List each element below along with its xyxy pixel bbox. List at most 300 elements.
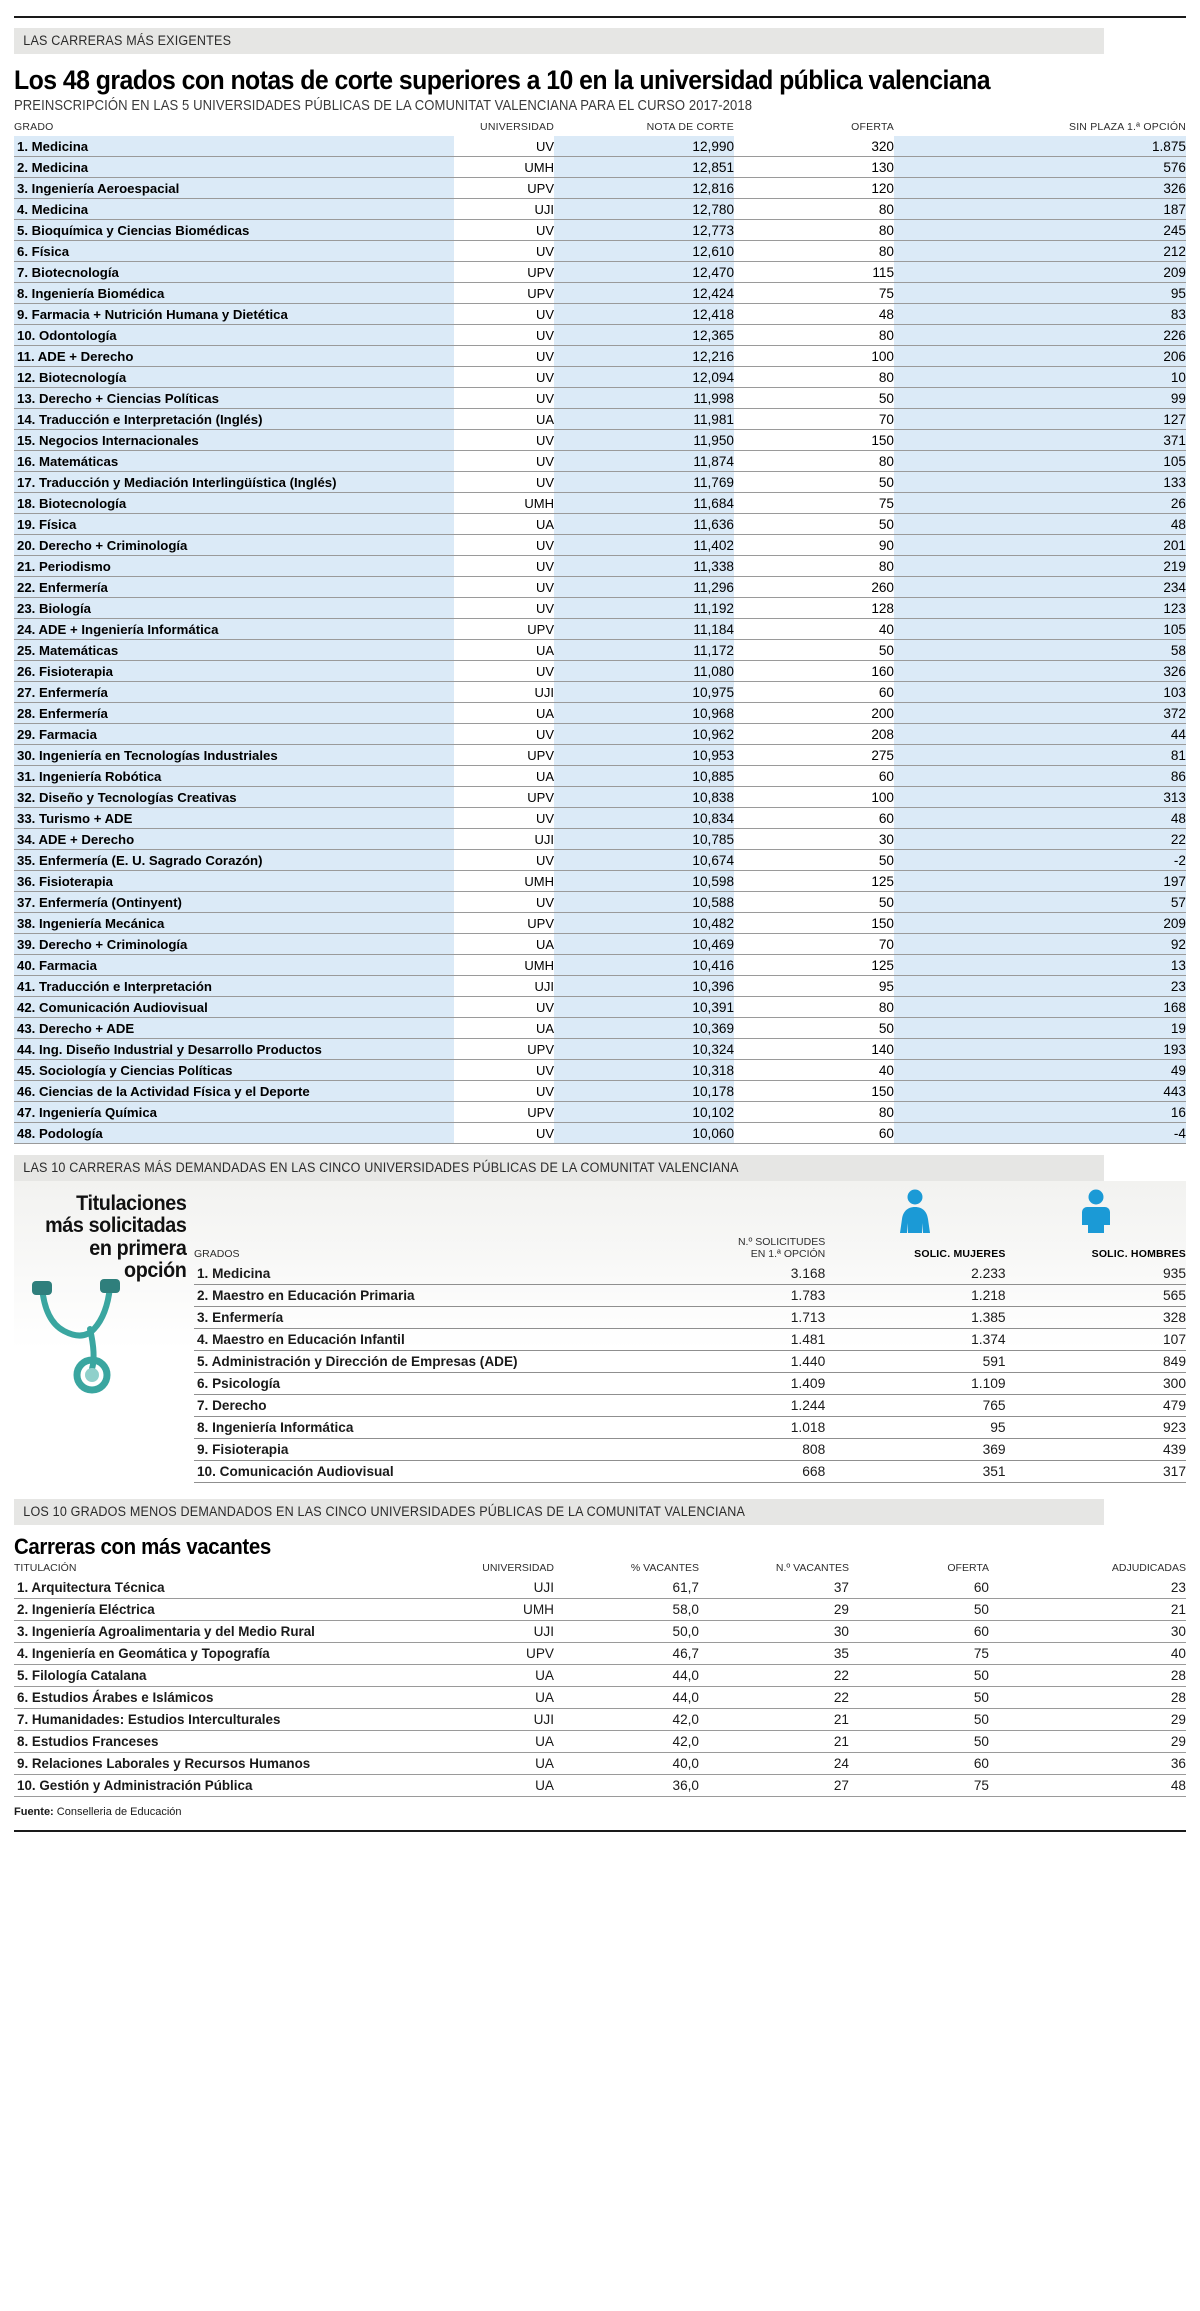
col-header-universidad: UNIVERSIDAD — [480, 121, 554, 133]
cell-num-vacantes: 22 — [699, 1687, 849, 1709]
cell-solic-mujeres: 765 — [825, 1395, 1005, 1417]
cell-universidad: UJI — [424, 1577, 554, 1599]
cell-sin-plaza: 234 — [894, 577, 1186, 598]
cell-oferta: 128 — [734, 598, 894, 619]
cell-grado: 29. Farmacia — [14, 724, 454, 745]
table-row — [14, 241, 1186, 262]
table-row — [14, 430, 1186, 451]
cell-pct-vacantes: 50,0 — [554, 1621, 699, 1643]
cell-grado: 9. Farmacia + Nutrición Humana y Dietética — [14, 304, 454, 325]
table-row — [14, 598, 1186, 619]
cell-solicitudes: 3.168 — [625, 1263, 825, 1285]
cell-universidad: UV — [454, 367, 554, 388]
cell-nota-corte: 10,324 — [554, 1039, 734, 1060]
cell-oferta: 115 — [734, 262, 894, 283]
cell-universidad: UPV — [454, 619, 554, 640]
cell-universidad: UA — [424, 1665, 554, 1687]
stethoscope-icon — [24, 1275, 174, 1400]
cell-grado: 48. Podología — [14, 1123, 454, 1144]
cell-sin-plaza: 245 — [894, 220, 1186, 241]
table-row — [14, 1018, 1186, 1039]
cell-grado: 25. Matemáticas — [14, 640, 454, 661]
cell-solic-hombres: 923 — [1006, 1417, 1186, 1439]
kicker-band-1: LAS CARRERAS MÁS EXIGENTES — [14, 28, 1104, 54]
table-row — [194, 1263, 1186, 1285]
cell-oferta: 125 — [734, 955, 894, 976]
source-value: Conselleria de Educación — [53, 1806, 182, 1818]
cell-universidad: UA — [424, 1687, 554, 1709]
cell-oferta: 75 — [849, 1643, 989, 1665]
cell-grado: 28. Enfermería — [14, 703, 454, 724]
cell-universidad: UV — [454, 598, 554, 619]
table-row — [14, 556, 1186, 577]
col-header-nota-corte: NOTA DE CORTE — [646, 121, 734, 133]
cell-universidad: UV — [454, 535, 554, 556]
cell-sin-plaza: 10 — [894, 367, 1186, 388]
section-most-demanded — [14, 1155, 1186, 1487]
cell-sin-plaza: 49 — [894, 1060, 1186, 1081]
table-row — [14, 535, 1186, 556]
cell-nota-corte: 12,773 — [554, 220, 734, 241]
cell-oferta: 160 — [734, 661, 894, 682]
table-row — [14, 577, 1186, 598]
col-header-grado: GRADO — [14, 121, 54, 133]
table-row — [14, 1731, 1186, 1753]
cell-oferta: 50 — [849, 1709, 989, 1731]
cell-solicitudes: 808 — [625, 1439, 825, 1461]
cell-sin-plaza: 23 — [894, 976, 1186, 997]
cell-num-vacantes: 35 — [699, 1643, 849, 1665]
cell-grado: 2. Medicina — [14, 157, 454, 178]
cell-sin-plaza: 16 — [894, 1102, 1186, 1123]
cell-solic-hombres: 300 — [1006, 1373, 1186, 1395]
table-row — [14, 1753, 1186, 1775]
cell-sin-plaza: 219 — [894, 556, 1186, 577]
cell-nota-corte: 10,785 — [554, 829, 734, 850]
cell-universidad: UA — [454, 703, 554, 724]
table-row — [14, 913, 1186, 934]
page-title: Los 48 grados con notas de corte superiores a 10 en la universidad pública valenciana — [14, 65, 991, 95]
cell-solic-hombres: 935 — [1006, 1263, 1186, 1285]
table-row — [14, 283, 1186, 304]
cell-universidad: UJI — [454, 829, 554, 850]
cell-adjudicadas: 48 — [989, 1775, 1186, 1797]
cell-grado: 45. Sociología y Ciencias Políticas — [14, 1060, 454, 1081]
col-header-solicitudes-line1: N.º SOLICITUDES — [737, 1236, 826, 1248]
cell-pct-vacantes: 36,0 — [554, 1775, 699, 1797]
cell-grado: 7. Derecho — [194, 1395, 625, 1417]
cell-sin-plaza: 209 — [894, 262, 1186, 283]
table-row — [194, 1351, 1186, 1373]
cell-nota-corte: 12,851 — [554, 157, 734, 178]
cell-nota-corte: 10,674 — [554, 850, 734, 871]
cell-oferta: 80 — [734, 1102, 894, 1123]
cell-universidad: UV — [454, 220, 554, 241]
cell-titulacion: 2. Ingeniería Eléctrica — [14, 1599, 424, 1621]
cell-sin-plaza: 133 — [894, 472, 1186, 493]
cell-universidad: UV — [454, 241, 554, 262]
cell-oferta: 100 — [734, 346, 894, 367]
table-row — [14, 850, 1186, 871]
cell-oferta: 40 — [734, 619, 894, 640]
cell-grado: 17. Traducción y Mediación Interlingüística (Inglés) — [14, 472, 454, 493]
table-row — [14, 1775, 1186, 1797]
cell-nota-corte: 11,950 — [554, 430, 734, 451]
cell-sin-plaza: 443 — [894, 1081, 1186, 1102]
table-row — [14, 976, 1186, 997]
cell-oferta: 150 — [734, 1081, 894, 1102]
section-least-demanded — [14, 1499, 1186, 1797]
cell-nota-corte: 10,834 — [554, 808, 734, 829]
table-row — [14, 934, 1186, 955]
table2-icon-row — [194, 1189, 1186, 1236]
cell-adjudicadas: 40 — [989, 1643, 1186, 1665]
table-row — [194, 1329, 1186, 1351]
cell-grado: 4. Maestro en Educación Infantil — [194, 1329, 625, 1351]
cell-titulacion: 3. Ingeniería Agroalimentaria y del Medio Rural — [14, 1621, 424, 1643]
cell-pct-vacantes: 40,0 — [554, 1753, 699, 1775]
table-row — [14, 1665, 1186, 1687]
cell-nota-corte: 12,424 — [554, 283, 734, 304]
cell-nota-corte: 10,396 — [554, 976, 734, 997]
table-row — [194, 1373, 1186, 1395]
cell-titulacion: 6. Estudios Árabes e Islámicos — [14, 1687, 424, 1709]
cell-grado: 20. Derecho + Criminología — [14, 535, 454, 556]
cell-universidad: UV — [454, 1081, 554, 1102]
cell-oferta: 80 — [734, 220, 894, 241]
cell-grado: 39. Derecho + Criminología — [14, 934, 454, 955]
section3-title: Carreras con más vacantes — [14, 1534, 271, 1559]
col-header-adjudicadas: ADJUDICADAS — [1111, 1562, 1186, 1574]
cell-oferta: 60 — [734, 682, 894, 703]
table-row — [14, 892, 1186, 913]
table-row — [14, 661, 1186, 682]
cell-oferta: 140 — [734, 1039, 894, 1060]
table-row — [14, 682, 1186, 703]
table-row — [194, 1439, 1186, 1461]
section2-title-line-2: más solicitadas — [45, 1214, 187, 1238]
cell-oferta: 50 — [849, 1731, 989, 1753]
col-header-universidad-3: UNIVERSIDAD — [482, 1562, 554, 1574]
cell-grado: 37. Enfermería (Ontinyent) — [14, 892, 454, 913]
cell-num-vacantes: 21 — [699, 1709, 849, 1731]
cell-universidad: UV — [454, 388, 554, 409]
cell-nota-corte: 11,184 — [554, 619, 734, 640]
cell-titulacion: 8. Estudios Franceses — [14, 1731, 424, 1753]
cell-nota-corte: 12,470 — [554, 262, 734, 283]
col-header-oferta-3: OFERTA — [947, 1562, 989, 1574]
cell-universidad: UA — [424, 1731, 554, 1753]
cell-universidad: UJI — [424, 1621, 554, 1643]
bottom-divider — [14, 1830, 1186, 1832]
cell-sin-plaza: 57 — [894, 892, 1186, 913]
table-row — [14, 1599, 1186, 1621]
cell-nota-corte: 12,418 — [554, 304, 734, 325]
cell-num-vacantes: 27 — [699, 1775, 849, 1797]
cell-grado: 32. Diseño y Tecnologías Creativas — [14, 787, 454, 808]
cell-adjudicadas: 29 — [989, 1709, 1186, 1731]
cell-oferta: 60 — [734, 1123, 894, 1144]
col-header-sin-plaza: SIN PLAZA 1.ª OPCIÓN — [1068, 121, 1186, 133]
cell-sin-plaza: 206 — [894, 346, 1186, 367]
cell-nota-corte: 10,838 — [554, 787, 734, 808]
cell-grado: 36. Fisioterapia — [14, 871, 454, 892]
cell-universidad: UV — [454, 304, 554, 325]
cell-nota-corte: 10,060 — [554, 1123, 734, 1144]
cell-solicitudes: 1.409 — [625, 1373, 825, 1395]
cell-universidad: UMH — [454, 955, 554, 976]
cell-nota-corte: 11,338 — [554, 556, 734, 577]
cell-oferta: 50 — [849, 1687, 989, 1709]
cell-oferta: 200 — [734, 703, 894, 724]
table-row — [14, 1687, 1186, 1709]
cell-pct-vacantes: 44,0 — [554, 1665, 699, 1687]
cell-grado: 11. ADE + Derecho — [14, 346, 454, 367]
cell-universidad: UV — [454, 1123, 554, 1144]
table-row — [14, 472, 1186, 493]
col-header-grados: GRADOS — [194, 1248, 240, 1260]
cell-grado: 31. Ingeniería Robótica — [14, 766, 454, 787]
cell-oferta: 75 — [734, 283, 894, 304]
cell-universidad: UA — [454, 514, 554, 535]
cell-sin-plaza: 226 — [894, 325, 1186, 346]
cell-sin-plaza: 13 — [894, 955, 1186, 976]
page-subtitle: PREINSCRIPCIÓN EN LAS 5 UNIVERSIDADES PÚBLICAS DE LA COMUNITAT VALENCIANA PARA EL CURSO 2017-2018 — [14, 98, 753, 114]
table-row — [14, 1039, 1186, 1060]
cell-grado: 19. Física — [14, 514, 454, 535]
cell-sin-plaza: 58 — [894, 640, 1186, 661]
cell-oferta: 60 — [734, 808, 894, 829]
cell-universidad: UPV — [454, 283, 554, 304]
cell-sin-plaza: 576 — [894, 157, 1186, 178]
cell-grado: 16. Matemáticas — [14, 451, 454, 472]
cell-grado: 40. Farmacia — [14, 955, 454, 976]
cell-sin-plaza: 201 — [894, 535, 1186, 556]
table-row — [194, 1307, 1186, 1329]
cell-adjudicadas: 30 — [989, 1621, 1186, 1643]
cell-grado: 24. ADE + Ingeniería Informática — [14, 619, 454, 640]
cell-oferta: 50 — [849, 1665, 989, 1687]
cell-universidad: UV — [454, 661, 554, 682]
cell-titulacion: 7. Humanidades: Estudios Interculturales — [14, 1709, 424, 1731]
cell-solic-hombres: 565 — [1006, 1285, 1186, 1307]
cell-grado: 13. Derecho + Ciencias Políticas — [14, 388, 454, 409]
cell-oferta: 60 — [849, 1753, 989, 1775]
cell-grado: 3. Enfermería — [194, 1307, 625, 1329]
table-row — [14, 451, 1186, 472]
table-row — [14, 1123, 1186, 1144]
top-divider — [14, 16, 1186, 18]
cell-solic-hombres: 439 — [1006, 1439, 1186, 1461]
cell-adjudicadas: 29 — [989, 1731, 1186, 1753]
cell-solic-hombres: 328 — [1006, 1307, 1186, 1329]
cell-universidad: UV — [454, 892, 554, 913]
table-row — [14, 829, 1186, 850]
cell-sin-plaza: 1.875 — [894, 136, 1186, 157]
table2-header-row — [194, 1236, 1186, 1263]
cell-solic-mujeres: 351 — [825, 1461, 1005, 1483]
woman-icon — [894, 1189, 936, 1233]
table-row — [194, 1417, 1186, 1439]
table-row — [14, 199, 1186, 220]
cell-sin-plaza: 95 — [894, 283, 1186, 304]
table-row — [14, 640, 1186, 661]
cell-universidad: UV — [454, 724, 554, 745]
cell-solicitudes: 1.440 — [625, 1351, 825, 1373]
cell-solic-mujeres: 1.385 — [825, 1307, 1005, 1329]
cell-universidad: UJI — [454, 682, 554, 703]
cell-solicitudes: 1.783 — [625, 1285, 825, 1307]
table-row — [14, 619, 1186, 640]
cell-oferta: 150 — [734, 430, 894, 451]
cell-solic-hombres: 849 — [1006, 1351, 1186, 1373]
source-note — [14, 1806, 1186, 1830]
cell-sin-plaza: 123 — [894, 598, 1186, 619]
cell-nota-corte: 11,402 — [554, 535, 734, 556]
cell-oferta: 50 — [734, 640, 894, 661]
table-row — [14, 1709, 1186, 1731]
cell-nota-corte: 11,769 — [554, 472, 734, 493]
cell-oferta: 80 — [734, 199, 894, 220]
cell-grado: 9. Fisioterapia — [194, 1439, 625, 1461]
cell-oferta: 60 — [734, 766, 894, 787]
cell-oferta: 120 — [734, 178, 894, 199]
col-header-titulacion: TITULACIÓN — [14, 1562, 77, 1574]
cell-nota-corte: 12,216 — [554, 346, 734, 367]
cell-titulacion: 9. Relaciones Laborales y Recursos Humanos — [14, 1753, 424, 1775]
cell-oferta: 320 — [734, 136, 894, 157]
cell-pct-vacantes: 44,0 — [554, 1687, 699, 1709]
cell-oferta: 40 — [734, 1060, 894, 1081]
cell-grado: 33. Turismo + ADE — [14, 808, 454, 829]
cell-universidad: UV — [454, 577, 554, 598]
table-row — [14, 808, 1186, 829]
cell-sin-plaza: 19 — [894, 1018, 1186, 1039]
cell-sin-plaza: -2 — [894, 850, 1186, 871]
cell-grado: 6. Física — [14, 241, 454, 262]
cell-solicitudes: 1.713 — [625, 1307, 825, 1329]
cell-sin-plaza: 193 — [894, 1039, 1186, 1060]
cell-num-vacantes: 24 — [699, 1753, 849, 1775]
col-header-hombres: SOLIC. HOMBRES — [1091, 1248, 1186, 1260]
cell-solicitudes: 668 — [625, 1461, 825, 1483]
cell-nota-corte: 10,482 — [554, 913, 734, 934]
cell-oferta: 75 — [734, 493, 894, 514]
table-row — [14, 787, 1186, 808]
cell-oferta: 150 — [734, 913, 894, 934]
cell-nota-corte: 12,816 — [554, 178, 734, 199]
cell-universidad: UJI — [424, 1709, 554, 1731]
cell-nota-corte: 10,318 — [554, 1060, 734, 1081]
cell-grado: 44. Ing. Diseño Industrial y Desarrollo Productos — [14, 1039, 454, 1060]
cell-universidad: UPV — [454, 913, 554, 934]
table-row — [14, 220, 1186, 241]
cell-oferta: 80 — [734, 556, 894, 577]
cell-solic-mujeres: 1.109 — [825, 1373, 1005, 1395]
cell-solicitudes: 1.018 — [625, 1417, 825, 1439]
cell-grado: 18. Biotecnología — [14, 493, 454, 514]
cell-universidad: UV — [454, 325, 554, 346]
cell-sin-plaza: 22 — [894, 829, 1186, 850]
cell-universidad: UJI — [454, 199, 554, 220]
cell-universidad: UA — [454, 766, 554, 787]
table-row — [14, 745, 1186, 766]
cell-universidad: UV — [454, 850, 554, 871]
cell-pct-vacantes: 42,0 — [554, 1731, 699, 1753]
cell-grado: 5. Bioquímica y Ciencias Biomédicas — [14, 220, 454, 241]
cell-solic-mujeres: 2.233 — [825, 1263, 1005, 1285]
table-row — [14, 871, 1186, 892]
cell-oferta: 70 — [734, 409, 894, 430]
cell-solic-mujeres: 1.218 — [825, 1285, 1005, 1307]
cell-universidad: UA — [424, 1753, 554, 1775]
cell-oferta: 50 — [849, 1599, 989, 1621]
cell-grado: 7. Biotecnología — [14, 262, 454, 283]
cell-universidad: UMH — [454, 157, 554, 178]
table-header-row — [14, 119, 1186, 136]
cell-grado: 3. Ingeniería Aeroespacial — [14, 178, 454, 199]
table-row — [14, 997, 1186, 1018]
cell-oferta: 130 — [734, 157, 894, 178]
cell-solic-mujeres: 591 — [825, 1351, 1005, 1373]
man-icon-cell — [1006, 1189, 1186, 1236]
cell-nota-corte: 11,684 — [554, 493, 734, 514]
cell-solicitudes: 1.244 — [625, 1395, 825, 1417]
cell-num-vacantes: 29 — [699, 1599, 849, 1621]
table-row — [14, 1102, 1186, 1123]
cell-oferta: 50 — [734, 892, 894, 913]
table-row — [14, 766, 1186, 787]
cell-nota-corte: 12,990 — [554, 136, 734, 157]
table-most-requested — [194, 1189, 1186, 1483]
cell-universidad: UPV — [454, 262, 554, 283]
cell-adjudicadas: 28 — [989, 1687, 1186, 1709]
table-row — [14, 724, 1186, 745]
cell-universidad: UV — [454, 997, 554, 1018]
cell-nota-corte: 11,172 — [554, 640, 734, 661]
cell-nota-corte: 10,369 — [554, 1018, 734, 1039]
cell-solic-hombres: 479 — [1006, 1395, 1186, 1417]
cell-sin-plaza: 105 — [894, 451, 1186, 472]
cell-nota-corte: 10,598 — [554, 871, 734, 892]
cell-pct-vacantes: 61,7 — [554, 1577, 699, 1599]
cell-grado: 38. Ingeniería Mecánica — [14, 913, 454, 934]
cell-nota-corte: 11,080 — [554, 661, 734, 682]
cell-grado: 22. Enfermería — [14, 577, 454, 598]
table-cut-off-marks — [14, 119, 1186, 1144]
cell-universidad: UPV — [454, 178, 554, 199]
cell-grado: 43. Derecho + ADE — [14, 1018, 454, 1039]
cell-solic-mujeres: 1.374 — [825, 1329, 1005, 1351]
cell-titulacion: 5. Filología Catalana — [14, 1665, 424, 1687]
table-row — [14, 1621, 1186, 1643]
table-row — [14, 178, 1186, 199]
cell-grado: 30. Ingeniería en Tecnologías Industriales — [14, 745, 454, 766]
cell-oferta: 50 — [734, 388, 894, 409]
table-row — [14, 514, 1186, 535]
table-row — [14, 703, 1186, 724]
cell-nota-corte: 11,636 — [554, 514, 734, 535]
cell-oferta: 100 — [734, 787, 894, 808]
cell-nota-corte: 10,885 — [554, 766, 734, 787]
cell-grado: 15. Negocios Internacionales — [14, 430, 454, 451]
section2-title-line-1: Titulaciones — [76, 1192, 187, 1215]
table-row — [194, 1461, 1186, 1483]
cell-sin-plaza: 326 — [894, 661, 1186, 682]
cell-grado: 26. Fisioterapia — [14, 661, 454, 682]
cell-universidad: UPV — [454, 787, 554, 808]
cell-nota-corte: 11,998 — [554, 388, 734, 409]
